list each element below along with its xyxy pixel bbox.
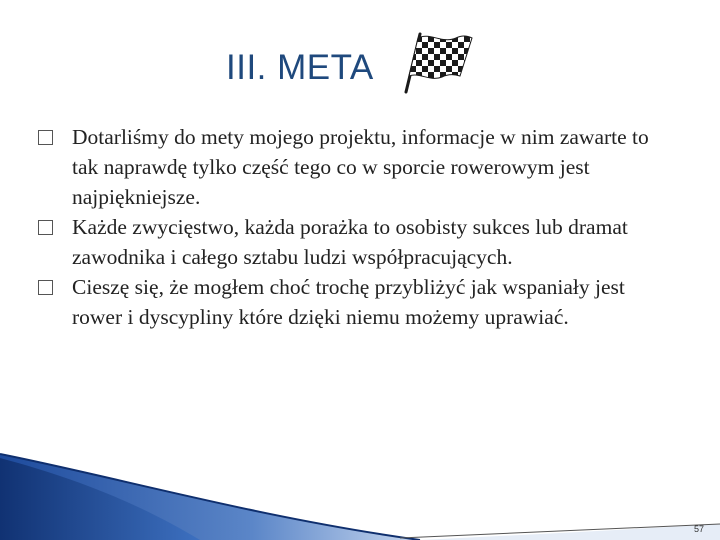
bullet-box-icon: [38, 130, 53, 145]
slide-title: III. META: [226, 48, 374, 87]
checkered-flag-icon: [398, 30, 474, 94]
bullet-box-icon: [38, 280, 53, 295]
bullet-list: [38, 122, 678, 332]
page-number: 57: [693, 524, 704, 534]
bullet-text: Dotarliśmy do mety mojego projektu, informacje w nim zawarte to tak naprawdę tylko część tego co w sporcie rowerowym jest najpiękniejsze.: [72, 125, 649, 209]
bullet-item: [38, 212, 678, 272]
footer-swoosh: [0, 440, 720, 540]
bullet-item: [38, 272, 678, 332]
bullet-item: [38, 122, 678, 212]
bullet-text: Każde zwycięstwo, każda porażka to osobisty sukces lub dramat zawodnika i całego sztabu ludzi współpracujących.: [72, 215, 628, 269]
bullet-box-icon: [38, 220, 53, 235]
bullet-text: Cieszę się, że mogłem choć trochę przybliżyć jak wspaniały jest rower i dyscypliny które dzięki niemu możemy uprawiać.: [72, 275, 625, 329]
